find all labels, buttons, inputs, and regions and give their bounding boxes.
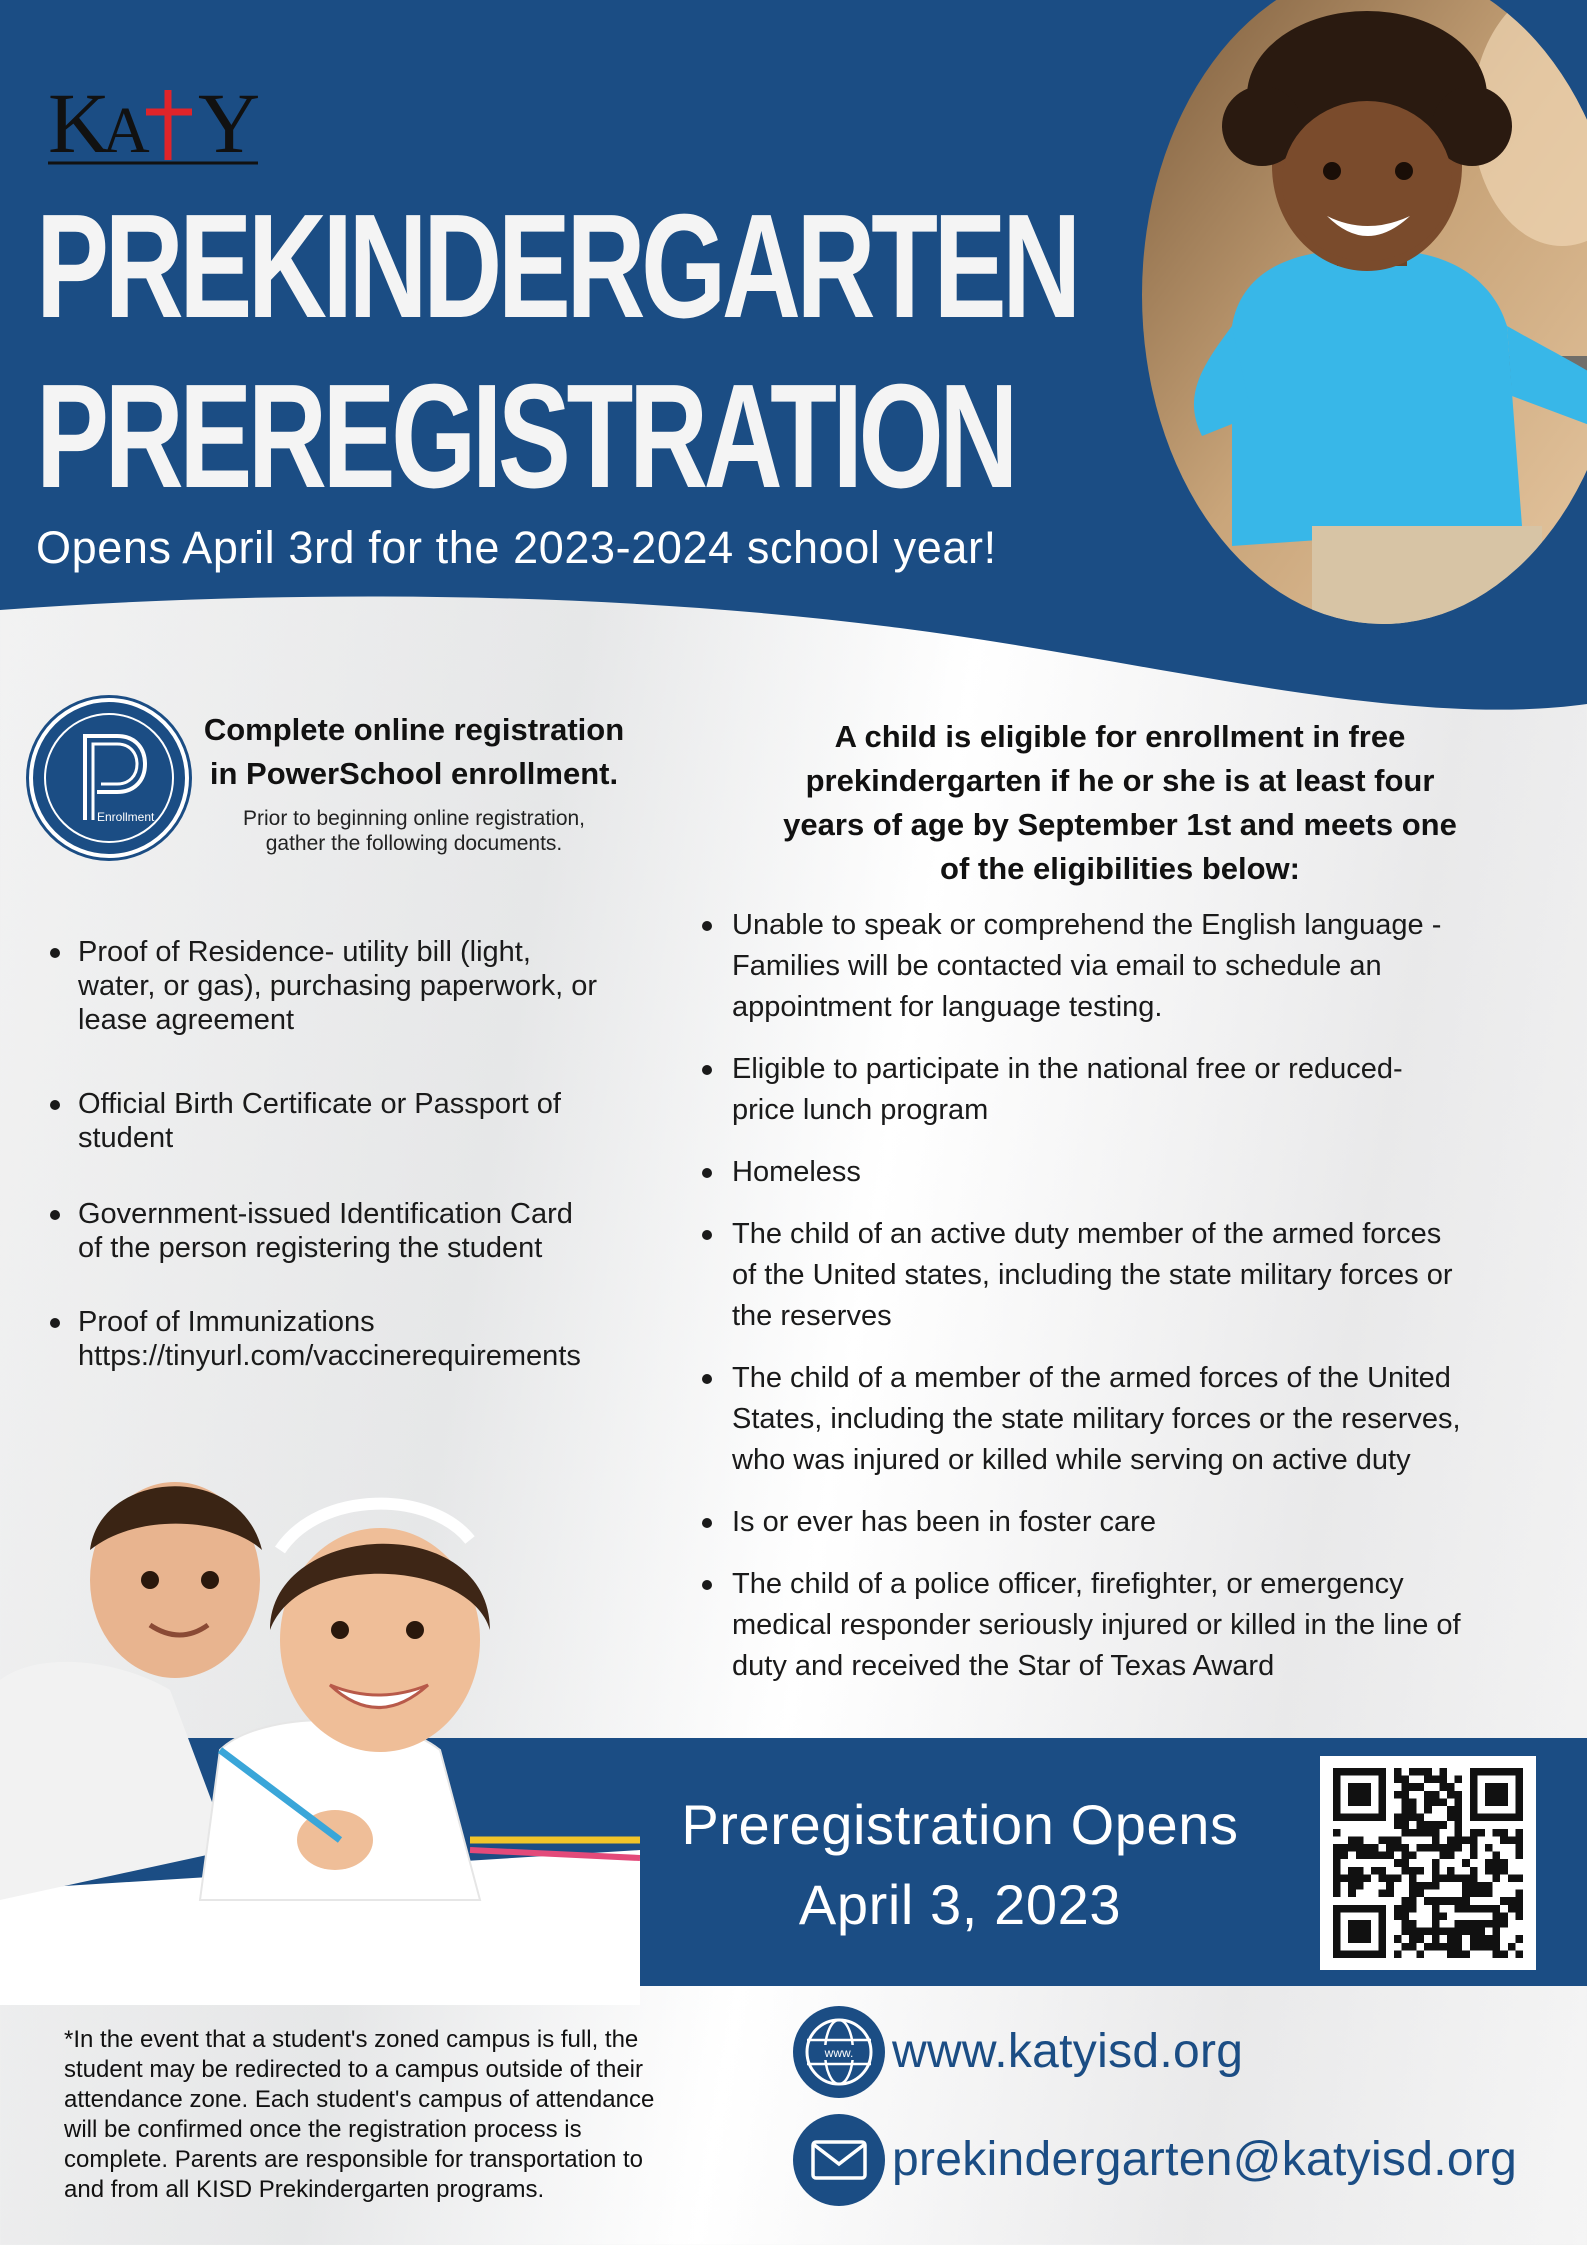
document-item bbox=[50, 1305, 690, 1373]
registration-heading-line: Complete online registration bbox=[203, 712, 625, 747]
eligibility-line: Unable to speak or comprehend the English language - bbox=[732, 909, 1442, 941]
eligibility-line: Eligible to participate in the national free or reduced- bbox=[732, 1053, 1403, 1085]
document-line: Proof of Immunizations bbox=[78, 1306, 375, 1338]
eligibility-line: appointment for language testing. bbox=[732, 991, 1163, 1023]
eligibility-line: duty and received the Star of Texas Award bbox=[732, 1650, 1275, 1682]
qr-code-pattern bbox=[1332, 1768, 1524, 1958]
eligibility-heading bbox=[710, 715, 1530, 891]
eligibility-item bbox=[702, 1564, 1562, 1687]
svg-text:Y: Y bbox=[198, 75, 261, 170]
eligibility-item bbox=[702, 1049, 1562, 1131]
eligibility-line: price lunch program bbox=[732, 1094, 989, 1126]
eligibility-heading-line: prekindergarten if he or she is at least four bbox=[805, 763, 1435, 798]
banner-text bbox=[620, 1785, 1300, 1945]
document-line: lease agreement bbox=[78, 1004, 295, 1036]
registration-note-line: Prior to beginning online registration, bbox=[242, 807, 586, 830]
eligibility-line: the reserves bbox=[732, 1300, 892, 1332]
eligibility-item bbox=[702, 1358, 1562, 1481]
footnote-line: attendance zone. Each student's campus of attendance bbox=[64, 2086, 655, 2113]
email-link[interactable]: prekindergarten@katyisd.org bbox=[892, 2133, 1518, 2186]
children-photo bbox=[0, 1430, 640, 2005]
document-line: of the person registering the student bbox=[78, 1232, 543, 1264]
banner-line-1: Preregistration Opens bbox=[681, 1793, 1239, 1856]
eligibility-line: The child of a police officer, firefighter, or emergency bbox=[732, 1568, 1404, 1600]
eligibility-line: States, including the state military forces or the reserves, bbox=[732, 1403, 1461, 1435]
footnote-line: *In the event that a student's zoned campus is full, the bbox=[64, 2026, 639, 2053]
globe-icon-text: www. bbox=[824, 2046, 854, 2060]
svg-text:K: K bbox=[48, 75, 111, 170]
footnote-line: complete. Parents are responsible for transportation to bbox=[64, 2146, 643, 2173]
email-icon bbox=[793, 2114, 885, 2206]
eligibility-item bbox=[702, 1502, 1562, 1543]
registration-heading-line: in PowerSchool enrollment. bbox=[209, 756, 619, 791]
document-item bbox=[50, 1197, 690, 1265]
banner-line-2: April 3, 2023 bbox=[798, 1873, 1122, 1936]
eligibility-line: who was injured or killed while serving on active duty bbox=[732, 1444, 1411, 1476]
eligibility-list bbox=[702, 905, 1562, 1687]
campus-footnote bbox=[64, 2025, 784, 2205]
qr-code[interactable] bbox=[1320, 1756, 1536, 1970]
subtitle: Opens April 3rd for the 2023-2024 school year! bbox=[36, 522, 997, 573]
eligibility-line: Is or ever has been in foster care bbox=[732, 1506, 1156, 1538]
document-line: Proof of Residence- utility bill (light, bbox=[78, 936, 531, 968]
document-line: Official Birth Certificate or Passport of bbox=[78, 1088, 561, 1120]
document-item bbox=[50, 1087, 690, 1155]
enrollment-icon-label: Enrollment bbox=[97, 810, 155, 824]
svg-text:A: A bbox=[102, 94, 150, 167]
title-line-1: PREKINDERGARTEN bbox=[36, 184, 1077, 349]
footnote-line: will be confirmed once the registration process is bbox=[64, 2116, 582, 2143]
footnote-line: and from all KISD Prekindergarten programs. bbox=[64, 2176, 545, 2203]
registration-note-line: gather the following documents. bbox=[265, 832, 563, 855]
document-line: student bbox=[78, 1122, 174, 1154]
eligibility-line: Homeless bbox=[732, 1156, 861, 1188]
eligibility-line: The child of an active duty member of the armed forces bbox=[732, 1218, 1442, 1250]
document-item bbox=[50, 935, 690, 1037]
eligibility-line: of the United states, including the state military forces or bbox=[732, 1259, 1453, 1291]
website-link[interactable]: www.katyisd.org bbox=[892, 2025, 1244, 2078]
eligibility-heading-line: of the eligibilities below: bbox=[940, 851, 1300, 886]
immunization-link[interactable]: https://tinyurl.com/vaccinerequirements bbox=[78, 1340, 581, 1372]
eligibility-line: Families will be contacted via email to schedule an bbox=[732, 950, 1382, 982]
title-line-2: PREREGISTRATION bbox=[36, 354, 1014, 519]
required-documents-list bbox=[50, 935, 690, 1373]
eligibility-item bbox=[702, 1152, 1562, 1193]
eligibility-item bbox=[702, 905, 1562, 1028]
katy-logo bbox=[48, 60, 268, 170]
katy-logo-mark bbox=[48, 60, 268, 170]
eligibility-heading-line: A child is eligible for enrollment in free bbox=[834, 719, 1406, 754]
globe-icon bbox=[793, 2006, 885, 2098]
eligibility-line: medical responder seriously injured or killed in the line of bbox=[732, 1609, 1461, 1641]
document-line: Government-issued Identification Card bbox=[78, 1198, 573, 1230]
footnote-line: student may be redirected to a campus outside of their bbox=[64, 2056, 643, 2083]
page-title bbox=[36, 182, 1077, 522]
powerschool-enrollment-icon bbox=[29, 698, 189, 858]
registration-note bbox=[204, 806, 624, 856]
eligibility-heading-line: years of age by September 1st and meets one bbox=[783, 807, 1457, 842]
document-line: water, or gas), purchasing paperwork, or bbox=[78, 970, 598, 1002]
eligibility-item bbox=[702, 1214, 1562, 1337]
eligibility-line: The child of a member of the armed forces of the United bbox=[732, 1362, 1451, 1394]
registration-heading bbox=[184, 708, 644, 796]
